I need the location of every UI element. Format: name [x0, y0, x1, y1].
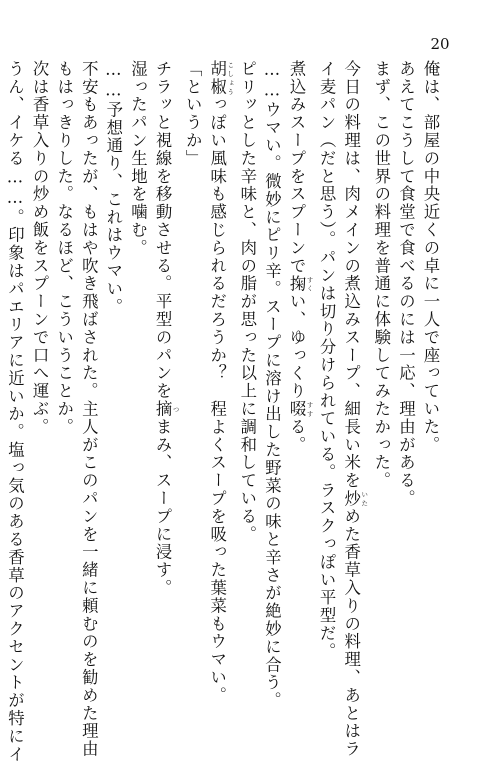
- text-line: [100, 60, 125, 672]
- text-segment: ……ウマい。微妙にピリ辛。スープに溶け出した野菜の味と辛さが絶妙に合う。: [262, 60, 282, 710]
- text-segment: 湿ったパン生地を噛む。: [128, 60, 148, 257]
- text-segment: ピリッとした辛味と、肉の脂が思った以上に調和している。: [237, 60, 257, 544]
- ruby-reading: いた: [360, 489, 369, 508]
- text-segment: うん、イケる……。印象はパエリアに近いか。塩っ気のある香草のアクセントが特にイ: [5, 60, 25, 763]
- ruby-annotation: [207, 60, 235, 96]
- page-number: 20: [430, 35, 450, 53]
- ruby-annotation: [153, 400, 180, 419]
- text-line: [283, 60, 313, 672]
- text-segment: 「というか」: [183, 60, 203, 168]
- text-line: [417, 60, 442, 672]
- text-line: [234, 60, 259, 672]
- ruby-annotation: [287, 274, 314, 293]
- ruby-reading: つ: [171, 400, 180, 419]
- text-line: [204, 60, 235, 705]
- body-text: [5, 60, 442, 763]
- ruby-annotation: [287, 400, 314, 419]
- text-line: [368, 60, 393, 672]
- text-line: [259, 60, 284, 710]
- ruby-base: 啜: [287, 400, 307, 419]
- ruby-base: 掬: [287, 274, 307, 293]
- text-segment: まみ、スープに浸す。: [153, 418, 173, 598]
- ruby-base: 炒: [341, 489, 361, 508]
- text-line: [27, 60, 52, 672]
- text-segment: ……予想通り、これはウマい。: [103, 60, 123, 316]
- text-line: [338, 60, 369, 759]
- text-segment: っぽい風味も感じられるだろうか？ 程よくスープを吸った葉菜もウマい。: [207, 95, 227, 705]
- text-segment: チラッと視線を移動させる。平型のパンを: [153, 60, 173, 401]
- ruby-reading: こしょう: [226, 60, 235, 96]
- text-segment: 不安もあったが、もはや吹き飛ばされた。主人がこのパンを一緒に頼むのを勧めた理由: [79, 60, 99, 759]
- text-segment: る。: [287, 418, 307, 454]
- text-line: [125, 60, 150, 672]
- ruby-reading: すす: [305, 400, 314, 419]
- text-line: [314, 60, 339, 672]
- text-segment: あえてこうして食堂で食べるのには一応、理由がある。: [396, 60, 416, 508]
- text-line: [76, 60, 101, 759]
- text-line: [149, 60, 179, 672]
- text-line: [2, 60, 27, 763]
- ruby-reading: すく: [305, 274, 314, 293]
- text-segment: 次は香草入りの炒め飯をスプーンで口へ運ぶ。: [30, 60, 50, 436]
- text-line: [393, 60, 418, 672]
- text-segment: 俺は、部屋の中央近くの卓に一人で座っていた。: [421, 60, 440, 454]
- text-segment: イ麦パン（だと思う）。パンは切り分けられている。ラスクっぽい平型だ。: [317, 60, 337, 661]
- text-segment: もはっきりした。なるほど、こういうことか。: [54, 60, 74, 436]
- text-segment: めた香草入りの料理、あとはラ: [341, 507, 361, 759]
- ruby-base: 胡椒: [207, 60, 227, 96]
- ruby-annotation: [341, 489, 369, 508]
- ruby-base: 摘: [153, 400, 173, 419]
- text-segment: まず、この世界の料理を普通に体験してみたかった。: [371, 60, 391, 490]
- text-segment: い、ゆっくり: [287, 292, 307, 401]
- text-segment: 今日の料理は、肉メインの煮込みスープ、細長い米を: [341, 60, 361, 490]
- text-line: [51, 60, 76, 672]
- text-segment: 煮込みスープをスプーンで: [287, 60, 307, 275]
- text-line: [180, 60, 205, 672]
